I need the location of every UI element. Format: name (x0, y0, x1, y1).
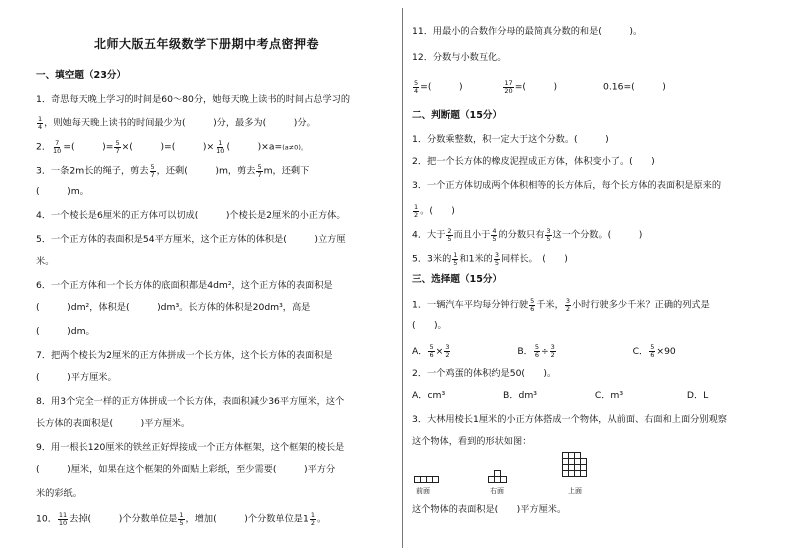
q6-line2: ( )dm²，体积是( )dm³。长方体的体积是20dm³，高是 (36, 302, 311, 313)
option-c[interactable]: C． $\frac{5}{6}$ ×90 (632, 343, 676, 359)
q4-line: 4．一个棱长是6厘米的正方体可以切成( )个棱长是2厘米的小正方体。 (36, 210, 346, 221)
q12-line: 12．分数与小数互化。 (412, 52, 507, 63)
fraction: $\frac{5}{7}$ (115, 139, 120, 155)
fraction: $\frac{5}{4}$ (414, 79, 419, 95)
q7-line1: 7．把两个棱长为2厘米的正方体拼成一个长方体，这个长方体的表面积是 (36, 350, 333, 361)
j3-line2: $\frac{1}{2}$ 。( ) (414, 203, 455, 219)
fraction: $\frac{5}{7}$ (150, 163, 155, 179)
q2-line: 2． $\frac{7}{10}$ =( )= $\frac{5}{7}$ ×( )=( )× $\frac{1}{10}$ ( )×a=(a≠0)。 (36, 139, 308, 155)
q8-line2: 长方体的表面积是( )平方厘米。 (36, 418, 191, 429)
fraction: $\frac{1}{5}$ (453, 251, 458, 267)
fraction: $\frac{3}{5}$ (546, 227, 551, 243)
q3-line1: 3．一条2m长的绳子，剪去 $\frac{5}{7}$ ，还剩( )m，剪去 $\frac{5}{7}$ m，还剩下 (36, 163, 310, 179)
top-view-figure (562, 450, 602, 508)
right-view-figure (488, 462, 528, 506)
front-view-figure (414, 462, 454, 506)
fraction: $\frac{1}{10}$ (216, 139, 225, 155)
j3-line1: 3．一个正方体切成两个体积相等的长方体后，每个长方体的表面积是原来的 (412, 180, 722, 191)
c3-line2: 这个物体，看到的形状如图： (412, 436, 532, 447)
section-fill-blank: 一、填空题（23分） (36, 70, 127, 81)
page-title: 北师大版五年级数学下册期中考点密押卷 (94, 37, 320, 51)
q8-line1: 8．用3个完全一样的正方体拼成一个长方体，表面积减少36平方厘米，这个 (36, 396, 345, 407)
fraction: $\frac{4}{5}$ (492, 227, 497, 243)
q3-line2: ( )m。 (36, 186, 89, 197)
c2-options (412, 390, 708, 402)
front-view-caption: 前面 (416, 487, 430, 495)
fraction: $\frac{7}{10}$ (53, 139, 62, 155)
q9-line1: 9．用一根长120厘米的铁丝正好焊接成一个正方体框架，这个框架的棱长是 (36, 442, 345, 453)
c1-options (412, 344, 676, 358)
c2-line: 2．一个鸡蛋的体积约是50( )。 (412, 368, 557, 379)
fraction: $\frac{1}{2}$ (310, 511, 315, 527)
option-b[interactable]: B．dm³ (503, 390, 537, 401)
section-judge: 二、判断题（15分） (412, 110, 503, 121)
q1-line1: 1．奇思每天晚上学习的时间是60～80分，她每天晚上读书的时间占总学习的 (36, 94, 351, 105)
option-a[interactable]: A．cm³ (412, 390, 446, 401)
right-view-caption: 右面 (490, 487, 504, 495)
j5-line: 5．3米的 $\frac{1}{5}$ 和1米的 $\frac{3}{5}$ 同样长。 ( ) (412, 251, 568, 267)
fraction: $\frac{2}{5}$ (447, 227, 452, 243)
q12-equations: $\frac{5}{4}$ =( ) $\frac{17}{20}$ =( ) 0.16=( ) (414, 79, 666, 95)
q9-line2: ( )厘米，如果在这个框架的外面贴上彩纸，至少需要( )平方分 (36, 464, 336, 475)
fraction: $\frac{1}{2}$ (414, 203, 419, 219)
option-c[interactable]: C．m³ (594, 390, 624, 401)
q9-line3: 米的彩纸。 (36, 488, 82, 499)
q10-line: 10． $\frac{11}{10}$ 去掉( )个分数单位是 $\frac{1}{5}$ ，增加( )个分数单位是1 $\frac{1}{2}$ 。 (36, 511, 327, 527)
c3-line3: 这个物体的表面积是( )平方厘米。 (412, 504, 567, 515)
column-divider (402, 8, 403, 548)
c1-line2: ( )。 (412, 320, 447, 331)
fraction: $\frac{3}{5}$ (494, 251, 499, 267)
q5-line1: 5．一个正方体的表面积是54平方厘米，这个正方体的体积是( )立方厘 (36, 234, 346, 245)
q6-line1: 6．一个正方体和一个长方体的底面积都是4dm²，这个正方体的表面积是 (36, 280, 333, 291)
q1-line2: $\frac{1}{4}$ ，则她每天晚上读书的时间最少为( )分，最多为( )分。 (38, 115, 316, 131)
fraction: $\frac{5}{7}$ (257, 163, 262, 179)
q11-line: 11．用最小的合数作分母的最简真分数的和是( )。 (412, 26, 643, 37)
j1-line: 1．分数乘整数，积一定大于这个分数。( ) (412, 134, 609, 145)
fraction: $\frac{3}{2}$ (565, 297, 570, 313)
c1-line1: 1．一辆汽车平均每分钟行驶 $\frac{5}{6}$ 千米， $\frac{3}{2}$ 小时行驶多少千米？正确的列式是 (412, 297, 710, 313)
c3-line1: 3．大林用棱长1厘米的小正方体搭成一个物体，从前面、右面和上面分别观察 (412, 414, 727, 425)
fraction: $\frac{17}{20}$ (504, 79, 513, 95)
option-d[interactable]: D．L (686, 390, 709, 401)
q6-line3: ( )dm。 (36, 326, 95, 337)
option-a[interactable]: A． $\frac{5}{6}$ × $\frac{3}{2}$ (412, 343, 450, 359)
j4-line: 4．大于 $\frac{2}{5}$ 而且小于 $\frac{4}{5}$ 的分数只有 $\frac{3}{5}$ 这一个分数。( ) (412, 227, 643, 243)
fraction: $\frac{5}{6}$ (530, 297, 535, 313)
fraction: $\frac{11}{10}$ (58, 511, 68, 527)
top-view-caption: 上面 (568, 487, 582, 495)
j2-line: 2．把一个长方体的橡皮泥捏成正方体，体积变小了。( ) (412, 156, 655, 167)
option-b[interactable]: B． $\frac{5}{6}$ ÷ $\frac{3}{2}$ (517, 343, 555, 359)
fraction: $\frac{1}{4}$ (38, 115, 43, 131)
fraction: $\frac{1}{5}$ (179, 511, 184, 527)
q7-line2: ( )平方厘米。 (36, 372, 117, 383)
q5-line2: 米。 (36, 256, 55, 267)
section-choice: 三、选择题（15分） (412, 274, 503, 285)
